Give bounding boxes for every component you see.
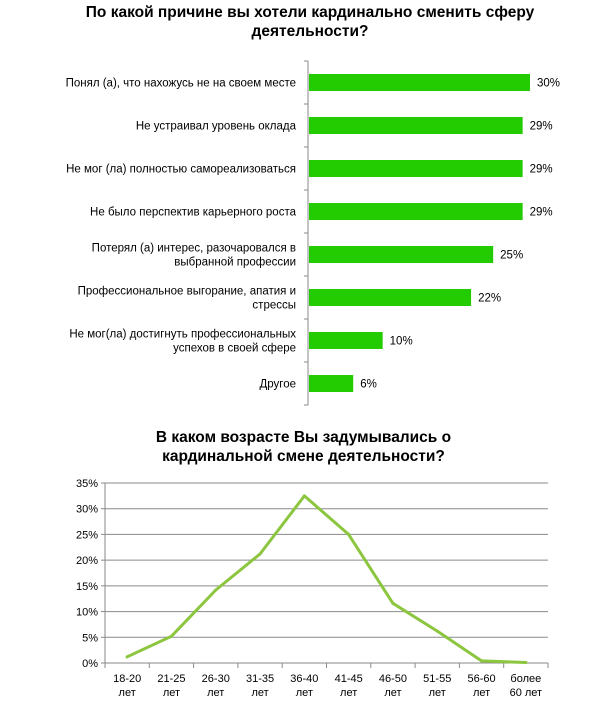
bar-value-label: 29% (529, 163, 553, 176)
line-chart-title-line-2: кардинальной смене деятельности? (162, 448, 445, 465)
line-point (303, 494, 306, 497)
bar (309, 117, 523, 134)
line-point (436, 630, 439, 633)
bar-value-label: 29% (529, 206, 553, 219)
line-point (170, 635, 173, 638)
bar-category-label: Понял (а), что нахожусь не на своем месте (65, 77, 296, 90)
line-chart-x-tick-label: лет (251, 687, 269, 699)
line-chart-x-tick-label: лет (295, 687, 313, 699)
line-chart-y-tick-label: 0% (82, 658, 98, 670)
bar (309, 160, 523, 177)
line-chart-x-tick-label: 41-45 (334, 673, 363, 685)
line-chart-y-tick-label: 20% (75, 555, 98, 568)
line-chart-x-tick-label: лет (384, 687, 402, 699)
line-chart-x-tick-label: 46-50 (378, 673, 408, 685)
line-chart-y-tick-label: 10% (75, 606, 98, 619)
bar-category-label: Другое (259, 378, 296, 391)
bar (309, 332, 383, 349)
line-chart-x-tick-label: 31-35 (245, 673, 275, 685)
line-point (259, 552, 262, 555)
bar (309, 74, 530, 91)
bar-category-label: Не мог (ла) полностью самореализоваться (66, 163, 296, 176)
bar (309, 375, 353, 392)
line-chart-x-tick-label: 36-40 (290, 673, 319, 685)
line-chart-x-tick-label: 18-20 (113, 673, 142, 685)
line-point (524, 661, 527, 664)
line-chart-x-tick-label: более (510, 673, 542, 685)
line-chart-x-tick-label: лет (472, 687, 491, 699)
bar-category-label: успехов в своей сфере (173, 342, 296, 355)
bar-chart-title-line-1: По какой причине вы хотели кардинально сменить сферу (85, 4, 535, 21)
bar-category-label: Не устраивал уровень оклада (135, 120, 296, 133)
line-point (347, 533, 350, 536)
bar-category-label: Не мог(ла) достигнуть профессиональных (69, 328, 296, 341)
bar-value-label: 6% (360, 378, 377, 391)
line-chart-y-tick-label: 35% (75, 478, 98, 490)
line-chart-y-tick-label: 25% (75, 529, 98, 542)
bar-category-label: Не было перспектив карьерного роста (90, 206, 296, 219)
line-chart-x-tick-label: 26-30 (201, 673, 230, 685)
bar-category-label: выбранной профессии (174, 256, 296, 269)
line-chart-x-tick-label: 51-55 (423, 673, 452, 685)
bar-value-label: 30% (537, 77, 561, 90)
bar-category-label: стрессы (252, 299, 296, 312)
line-chart-x-tick-label: лет (340, 687, 358, 699)
line-chart-y-tick-label: 5% (82, 632, 98, 645)
line-chart-title-line-1: В каком возрасте Вы задумывались о (155, 429, 452, 446)
line-chart-x-tick-label: 21-25 (157, 673, 186, 685)
bar (309, 289, 471, 306)
line-chart-x-tick-label: лет (162, 687, 181, 699)
bar (309, 246, 493, 263)
bar-value-label: 22% (478, 292, 502, 305)
line-chart-y-tick-label: 15% (75, 580, 98, 593)
line-chart-x-tick-label: 56-60 (467, 673, 496, 685)
line-point (480, 659, 483, 662)
line-point (391, 602, 394, 605)
line-chart-x-tick-label: лет (428, 687, 446, 699)
line-chart-y-tick-label: 30% (75, 503, 98, 516)
line-point (214, 588, 217, 591)
bar-category-label: Потерял (а) интерес, разочаровался в (91, 242, 296, 255)
bar-chart-title-line-2: деятельности? (251, 23, 369, 40)
bar-value-label: 10% (389, 335, 413, 348)
line-chart-x-tick-label: лет (207, 687, 225, 699)
line-point (126, 655, 129, 658)
bar-category-label: Профессиональное выгорание, апатия и (77, 285, 296, 298)
bar-value-label: 25% (500, 249, 524, 262)
bar (309, 203, 523, 220)
bar-value-label: 29% (529, 120, 553, 133)
line-chart-x-tick-label: лет (118, 687, 136, 699)
line-chart-x-tick-label: 60 лет (509, 687, 543, 699)
